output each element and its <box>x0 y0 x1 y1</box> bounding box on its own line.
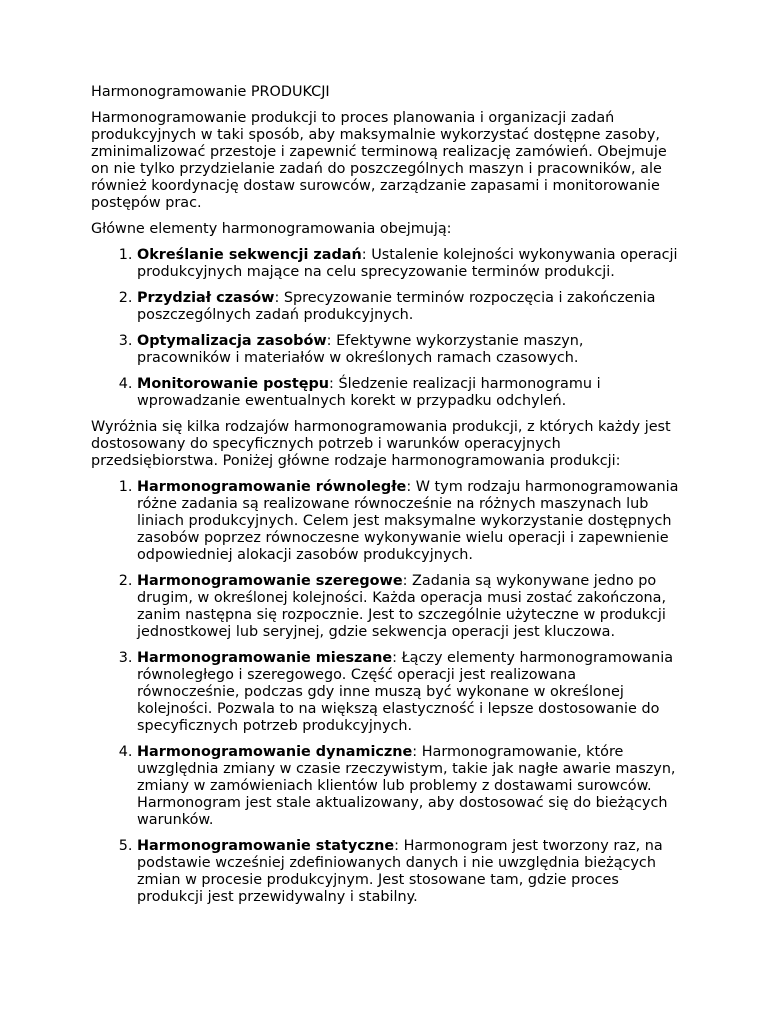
list-item-desc: : Śledzenie realizacji harmonogramu i wprowadzanie ewentualnych korekt w przypadku odchyleń. <box>137 376 601 409</box>
elements-heading: Główne elementy harmonogramowania obejmują: <box>91 221 452 237</box>
document-page <box>91 84 681 915</box>
list-item <box>137 573 681 641</box>
list-item-term: Harmonogramowanie statyczne <box>137 838 395 854</box>
list-item <box>137 744 681 829</box>
list-item-desc: : Ustalenie kolejności wykonywania operacji produkcyjnych mające na celu sprecyzowanie terminów produkcji. <box>137 247 678 280</box>
list-item-desc: : Harmonogram jest tworzony raz, na podstawie wcześniej zdefiniowanych danych i nie uwzględnia bieżących zmian w procesie produkcyjnym. Jest stosowane tam, gdzie proces produkcji jest przewidywalny i stabilny. <box>137 838 663 905</box>
list-item-term: Harmonogramowanie mieszane <box>137 650 393 666</box>
list-item-desc: : Łączy elementy harmonogramowania równoległego i szeregowego. Część operacji jest realizowana równocześnie, podczas gdy inne muszą być wykonane w określonej kolejności. Pozwala to na większą elastyczność i lepsze dostosowanie do specyficznych potrzeb produkcyjnych. <box>137 650 674 734</box>
list-item <box>137 290 681 324</box>
list-item-term: Harmonogramowanie szeregowe <box>137 573 403 589</box>
list-item-term: Przydział czasów <box>137 290 275 306</box>
list-item-desc: : Efektywne wykorzystanie maszyn, pracowników i materiałów w określonych ramach czasowych. <box>137 333 584 366</box>
list-item-desc: : Zadania są wykonywane jedno po drugim, w określonej kolejności. Każda operacja musi zostać zakończona, zanim następna się rozpocznie. Jest to szczególnie użyteczne w produkcji jednostkowej lub seryjnej, gdzie sekwencja operacji jest kluczowa. <box>137 573 667 640</box>
list-item-term: Optymalizacja zasobów <box>137 333 327 349</box>
list-item <box>137 376 681 410</box>
list-item-desc: : W tym rodzaju harmonogramowania różne zadania są realizowane równocześnie na różnych maszynach lub liniach produkcyjnych. Celem jest maksymalne wykorzystanie dostępnych zasobów poprzez równoczesne wykonywanie wielu operacji i zapewnienie odpowiedniej alokacji zasobów produkcyjnych. <box>137 479 679 563</box>
elements-list <box>91 247 681 410</box>
types-heading: Wyróżnia się kilka rodzajów harmonogramowania produkcji, z których każdy jest dostosowany do specyficznych potrzeb i warunków operacyjnych przedsiębiorstwa. Poniżej główne rodzaje harmonogramowania produkcji: <box>91 419 671 469</box>
intro-paragraph: Harmonogramowanie produkcji to proces planowania i organizacji zadań produkcyjnych w taki sposób, aby maksymalnie wykorzystać dostępne zasoby, zminimalizować przestoje i zapewnić terminową realizację zamówień. Obejmuje on nie tylko przydzielanie zadań do poszczególnych maszyn i pracowników, ale również koordynację dostaw surowców, zarządzanie zapasami i monitorowanie postępów prac. <box>91 110 667 211</box>
list-item <box>137 247 681 281</box>
list-item <box>137 333 681 367</box>
list-item-desc: : Sprecyzowanie terminów rozpoczęcia i zakończenia poszczególnych zadań produkcyjnych. <box>137 290 656 323</box>
list-item-term: Określanie sekwencji zadań <box>137 247 362 263</box>
types-list <box>91 479 681 906</box>
list-item-desc: : Harmonogramowanie, które uwzględnia zmiany w czasie rzeczywistym, takie jak nagłe awarie maszyn, zmiany w zamówieniach klientów lub problemy z dostawami surowców. Harmonogram jest stale aktualizowany, aby dostosować się do bieżących warunków. <box>137 744 676 828</box>
list-item-term: Harmonogramowanie równoległe <box>137 479 407 495</box>
list-item <box>137 650 681 735</box>
list-item-term: Monitorowanie postępu <box>137 376 330 392</box>
list-item <box>137 838 681 906</box>
document-title: Harmonogramowanie PRODUKCJI <box>91 84 330 100</box>
list-item-term: Harmonogramowanie dynamiczne <box>137 744 413 760</box>
list-item <box>137 479 681 564</box>
